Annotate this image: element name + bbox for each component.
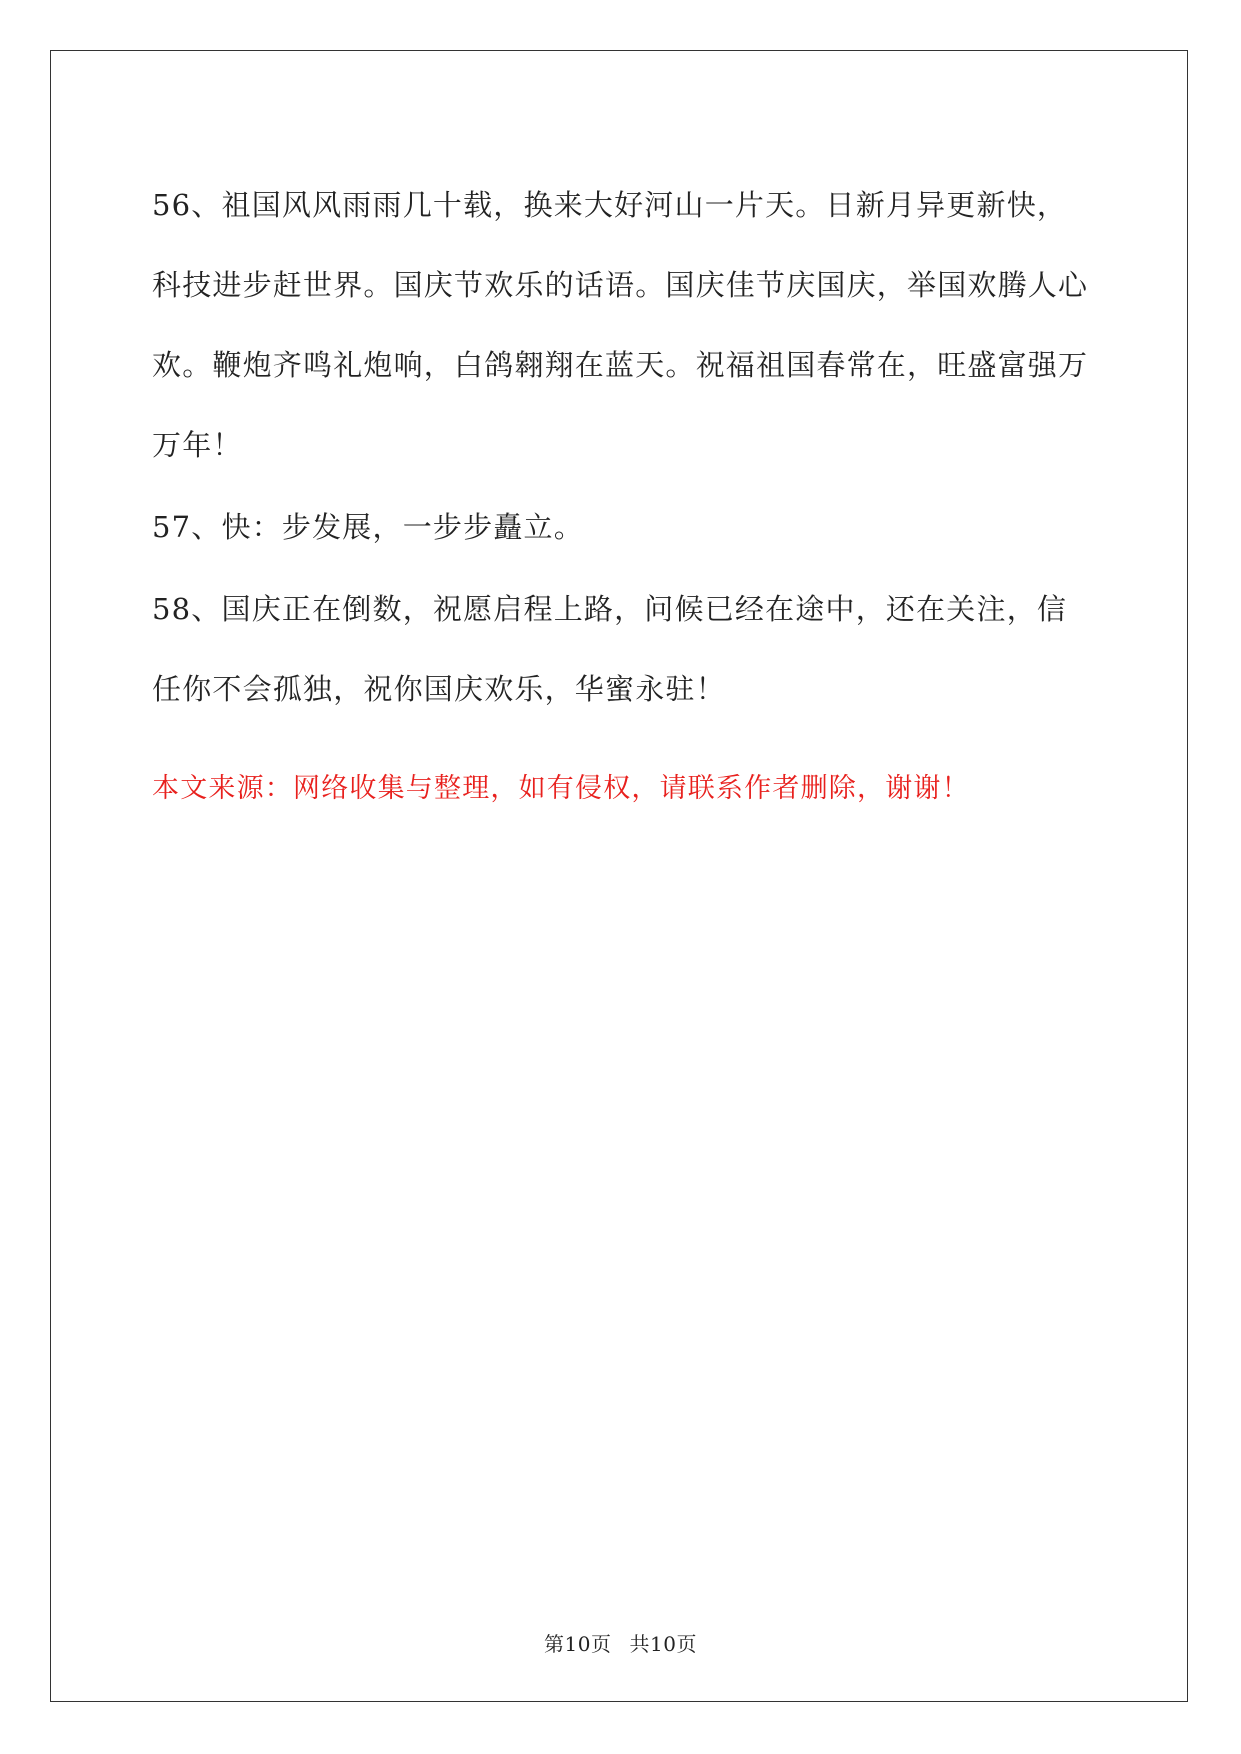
paragraph-56: 56、祖国风风雨雨几十载，换来大好河山一片天。日新月异更新快，科技进步赶世界。国庆节欢乐的话语。国庆佳节庆国庆，举国欢腾人心欢。鞭炮齐鸣礼炮响，白鸽翱翔在蓝天。祝福祖国春常在，旺盛富强万万年！ [152, 188, 1089, 462]
source-note: 本文来源：网络收集与整理，如有侵权，请联系作者删除，谢谢！ [152, 773, 970, 804]
current-page-label: 第10页 [544, 1632, 612, 1656]
paragraph-58: 58、国庆正在倒数，祝愿启程上路，问候已经在途中，还在关注，信任你不会孤独，祝你国庆欢乐，华蜜永驻！ [152, 592, 1068, 706]
total-pages-label: 共10页 [629, 1632, 697, 1656]
document-body [152, 165, 1092, 809]
paragraph-57: 57、快：步发展，一步步矗立。 [152, 510, 584, 544]
page-footer [0, 1630, 1241, 1658]
